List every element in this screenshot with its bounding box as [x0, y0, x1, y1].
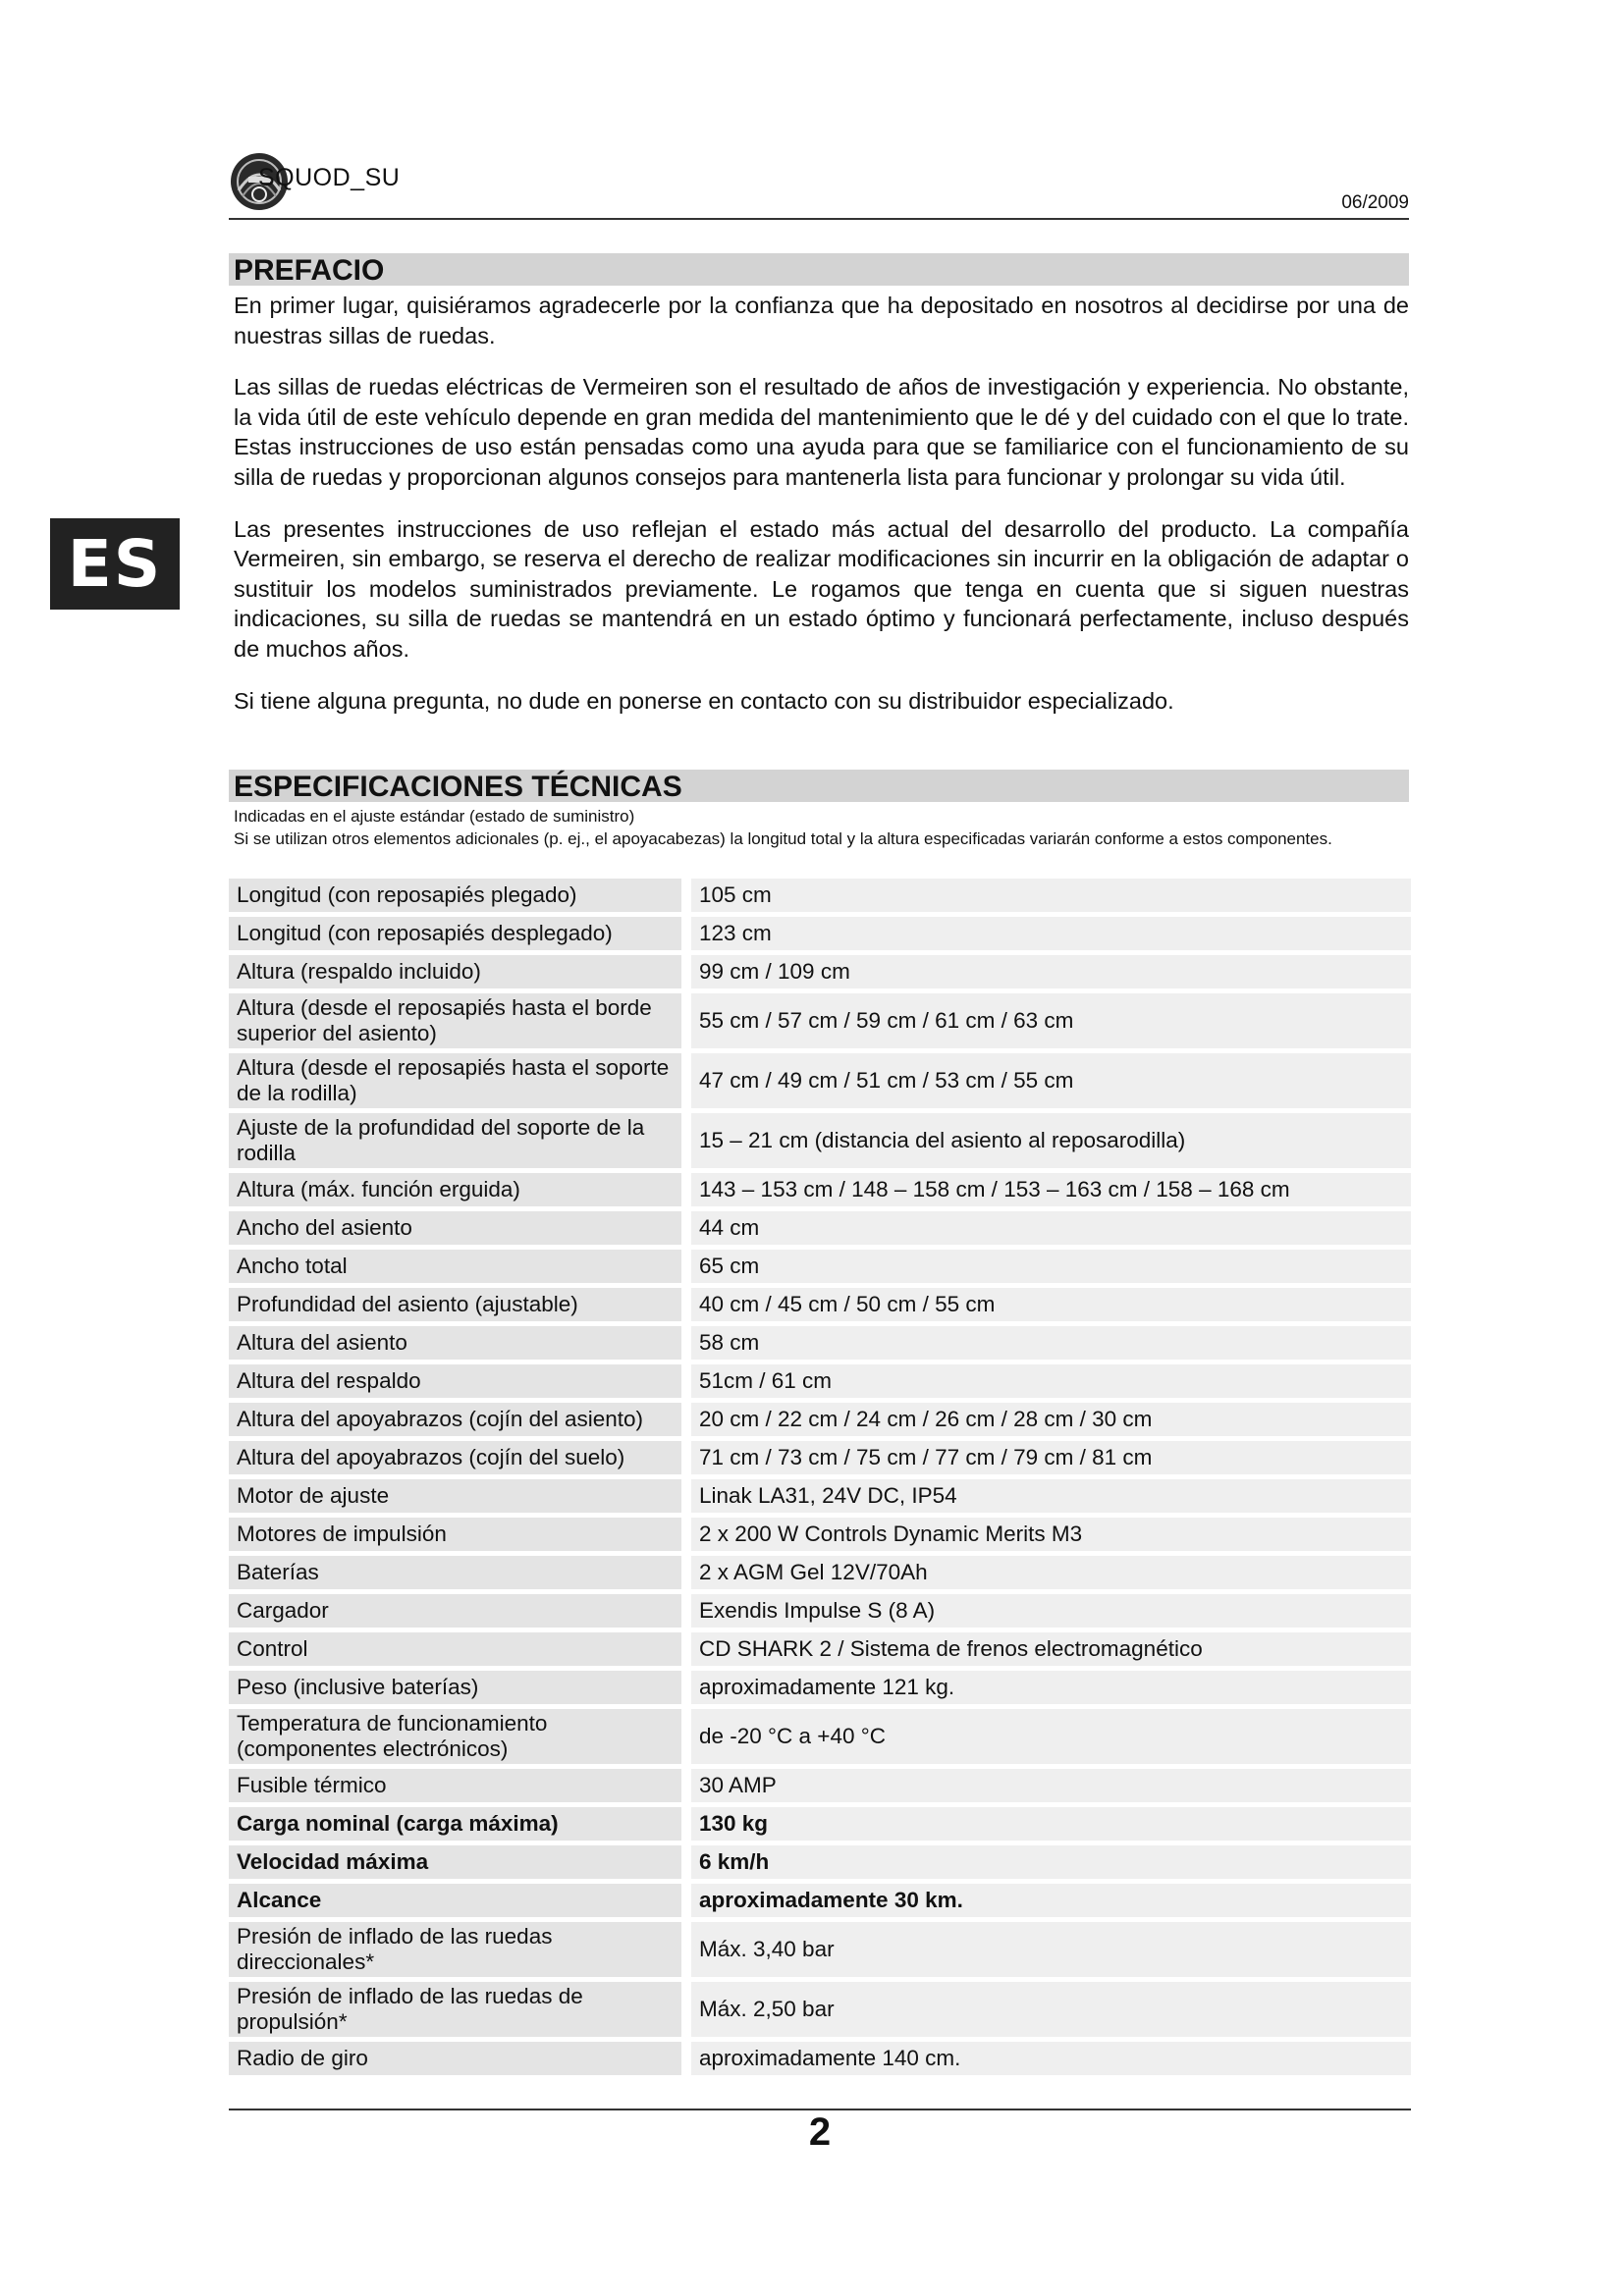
- spec-label: Longitud (con reposapiés desplegado): [229, 917, 681, 950]
- column-gap: [681, 1922, 691, 1977]
- spec-label: Profundidad del asiento (ajustable): [229, 1288, 681, 1321]
- table-row: [229, 917, 1411, 950]
- specs-note: Indicadas en el ajuste estándar (estado de suministro): [234, 807, 635, 826]
- column-gap: [681, 955, 691, 988]
- table-row: [229, 1807, 1411, 1841]
- column-gap: [681, 1326, 691, 1360]
- page-number: 2: [808, 2110, 832, 2154]
- spec-label: Fusible térmico: [229, 1769, 681, 1802]
- spec-label: Altura (desde el reposapiés hasta el borde superior del asiento): [229, 993, 681, 1048]
- spec-label: Altura (respaldo incluido): [229, 955, 681, 988]
- document-date: 06/2009: [1341, 192, 1409, 213]
- spec-label: Peso (inclusive baterías): [229, 1671, 681, 1704]
- column-gap: [681, 1173, 691, 1206]
- specs-heading: ESPECIFICACIONES TÉCNICAS: [229, 770, 1409, 802]
- spec-value: Máx. 2,50 bar: [691, 1982, 1411, 2037]
- table-row: [229, 1884, 1411, 1917]
- table-row: [229, 1922, 1411, 1977]
- column-gap: [681, 1807, 691, 1841]
- preface-heading: PREFACIO: [229, 253, 1409, 286]
- spec-label: Alcance: [229, 1884, 681, 1917]
- column-gap: [681, 1441, 691, 1474]
- column-gap: [681, 1556, 691, 1589]
- column-gap: [681, 1479, 691, 1513]
- table-row: [229, 1250, 1411, 1283]
- preface-paragraph: Las presentes instrucciones de uso reflejan el estado más actual del desarrollo del producto. La compañía Vermeiren, sin embargo, se reserva el derecho de realizar modificaciones sin incurrir en la obligación de adaptar o sustituir los modelos suministrados previamente. Le rogamos que tenga en cuenta que si siguen nuestras indicaciones, su silla de ruedas se mantendrá en un estado óptimo y funcionará perfectamente, incluso después de muchos años.: [234, 515, 1409, 662]
- table-row: [229, 1709, 1411, 1764]
- table-row: [229, 1518, 1411, 1551]
- spec-value: aproximadamente 121 kg.: [691, 1671, 1411, 1704]
- table-row: [229, 955, 1411, 988]
- spec-label: Motor de ajuste: [229, 1479, 681, 1513]
- spec-value: 71 cm / 73 cm / 75 cm / 77 cm / 79 cm / 81 cm: [691, 1441, 1411, 1474]
- table-row: [229, 1403, 1411, 1436]
- table-row: [229, 1053, 1411, 1108]
- table-row: [229, 1769, 1411, 1802]
- spec-value: 51cm / 61 cm: [691, 1364, 1411, 1398]
- spec-value: 130 kg: [691, 1807, 1411, 1841]
- table-row: [229, 1594, 1411, 1628]
- spec-value: 58 cm: [691, 1326, 1411, 1360]
- spec-label: Control: [229, 1632, 681, 1666]
- table-row: [229, 1364, 1411, 1398]
- column-gap: [681, 1982, 691, 2037]
- column-gap: [681, 1594, 691, 1628]
- spec-value: aproximadamente 30 km.: [691, 1884, 1411, 1917]
- column-gap: [681, 1288, 691, 1321]
- table-row: [229, 1982, 1411, 2037]
- spec-value: Linak LA31, 24V DC, IP54: [691, 1479, 1411, 1513]
- spec-value: 105 cm: [691, 879, 1411, 912]
- column-gap: [681, 1671, 691, 1704]
- table-row: [229, 1326, 1411, 1360]
- spec-value: 65 cm: [691, 1250, 1411, 1283]
- table-row: [229, 1556, 1411, 1589]
- spec-value: aproximadamente 140 cm.: [691, 2042, 1411, 2075]
- spec-label: Altura del asiento: [229, 1326, 681, 1360]
- column-gap: [681, 2042, 691, 2075]
- column-gap: [681, 993, 691, 1048]
- preface-text: [234, 291, 1409, 737]
- table-row: [229, 1632, 1411, 1666]
- column-gap: [681, 917, 691, 950]
- spec-value: 123 cm: [691, 917, 1411, 950]
- spec-label: Motores de impulsión: [229, 1518, 681, 1551]
- table-row: [229, 1441, 1411, 1474]
- table-row: [229, 2042, 1411, 2075]
- spec-value: 44 cm: [691, 1211, 1411, 1245]
- column-gap: [681, 1769, 691, 1802]
- spec-label: Radio de giro: [229, 2042, 681, 2075]
- spec-label: Altura del respaldo: [229, 1364, 681, 1398]
- spec-label: Ancho del asiento: [229, 1211, 681, 1245]
- spec-value: 2 x 200 W Controls Dynamic Merits M3: [691, 1518, 1411, 1551]
- spec-label: Carga nominal (carga máxima): [229, 1807, 681, 1841]
- column-gap: [681, 1250, 691, 1283]
- spec-value: 143 – 153 cm / 148 – 158 cm / 153 – 163 cm / 158 – 168 cm: [691, 1173, 1411, 1206]
- spec-label: Altura (máx. función erguida): [229, 1173, 681, 1206]
- table-row: [229, 1671, 1411, 1704]
- spec-value: 99 cm / 109 cm: [691, 955, 1411, 988]
- spec-label: Altura del apoyabrazos (cojín del asiento): [229, 1403, 681, 1436]
- spec-value: CD SHARK 2 / Sistema de frenos electromagnético: [691, 1632, 1411, 1666]
- spec-value: 15 – 21 cm (distancia del asiento al reposarodilla): [691, 1113, 1411, 1168]
- spec-label: Altura (desde el reposapiés hasta el soporte de la rodilla): [229, 1053, 681, 1108]
- spec-value: 47 cm / 49 cm / 51 cm / 53 cm / 55 cm: [691, 1053, 1411, 1108]
- spec-value: 40 cm / 45 cm / 50 cm / 55 cm: [691, 1288, 1411, 1321]
- spec-label: Ajuste de la profundidad del soporte de la rodilla: [229, 1113, 681, 1168]
- column-gap: [681, 1403, 691, 1436]
- specs-note: Si se utilizan otros elementos adicionales (p. ej., el apoyacabezas) la longitud total y la altura especificadas variarán conforme a estos componentes.: [234, 829, 1332, 848]
- spec-value: 20 cm / 22 cm / 24 cm / 26 cm / 28 cm / 30 cm: [691, 1403, 1411, 1436]
- spec-value: 6 km/h: [691, 1845, 1411, 1879]
- spec-value: Exendis Impulse S (8 A): [691, 1594, 1411, 1628]
- table-row: [229, 879, 1411, 912]
- preface-paragraph: Si tiene alguna pregunta, no dude en ponerse en contacto con su distribuidor especializado.: [234, 687, 1174, 714]
- spec-label: Altura del apoyabrazos (cojín del suelo): [229, 1441, 681, 1474]
- column-gap: [681, 1364, 691, 1398]
- table-row: [229, 1173, 1411, 1206]
- page-header: [229, 147, 1409, 220]
- spec-label: Cargador: [229, 1594, 681, 1628]
- table-row: [229, 1288, 1411, 1321]
- spec-label: Ancho total: [229, 1250, 681, 1283]
- column-gap: [681, 1709, 691, 1764]
- model-name: SQUOD_SU: [258, 164, 401, 191]
- column-gap: [681, 1518, 691, 1551]
- spec-value: 30 AMP: [691, 1769, 1411, 1802]
- spec-value: 55 cm / 57 cm / 59 cm / 61 cm / 63 cm: [691, 993, 1411, 1048]
- table-row: [229, 1845, 1411, 1879]
- spec-label: Baterías: [229, 1556, 681, 1589]
- specs-table: [229, 874, 1411, 2080]
- specs-notes: [234, 805, 1409, 850]
- table-row: [229, 1211, 1411, 1245]
- column-gap: [681, 1053, 691, 1108]
- column-gap: [681, 1632, 691, 1666]
- column-gap: [681, 1845, 691, 1879]
- preface-paragraph: En primer lugar, quisiéramos agradecerle por la confianza que ha depositado en nosotros al decidirse por una de nuestras sillas de ruedas.: [234, 293, 1409, 348]
- table-row: [229, 1113, 1411, 1168]
- column-gap: [681, 879, 691, 912]
- table-row: [229, 1479, 1411, 1513]
- spec-value: 2 x AGM Gel 12V/70Ah: [691, 1556, 1411, 1589]
- spec-label: Velocidad máxima: [229, 1845, 681, 1879]
- language-tab: ES: [50, 518, 180, 610]
- spec-value: Máx. 3,40 bar: [691, 1922, 1411, 1977]
- column-gap: [681, 1211, 691, 1245]
- column-gap: [681, 1113, 691, 1168]
- spec-label: Temperatura de funcionamiento (componentes electrónicos): [229, 1709, 681, 1764]
- column-gap: [681, 1884, 691, 1917]
- table-row: [229, 993, 1411, 1048]
- spec-label: Longitud (con reposapiés plegado): [229, 879, 681, 912]
- spec-value: de -20 °C a +40 °C: [691, 1709, 1411, 1764]
- preface-paragraph: Las sillas de ruedas eléctricas de Vermeiren son el resultado de años de investigación y experiencia. No obstante, la vida útil de este vehículo depende en gran medida del mantenimiento que le dé y del cuidado con el que lo trate. Estas instrucciones de uso están pensadas como una ayuda para que se familiarice con el funcionamiento de su silla de ruedas y proporcionan algunos consejos para mantenerla lista para funcionar y prolongar su vida útil.: [234, 374, 1409, 490]
- spec-label: Presión de inflado de las ruedas de propulsión*: [229, 1982, 681, 2037]
- spec-label: Presión de inflado de las ruedas direccionales*: [229, 1922, 681, 1977]
